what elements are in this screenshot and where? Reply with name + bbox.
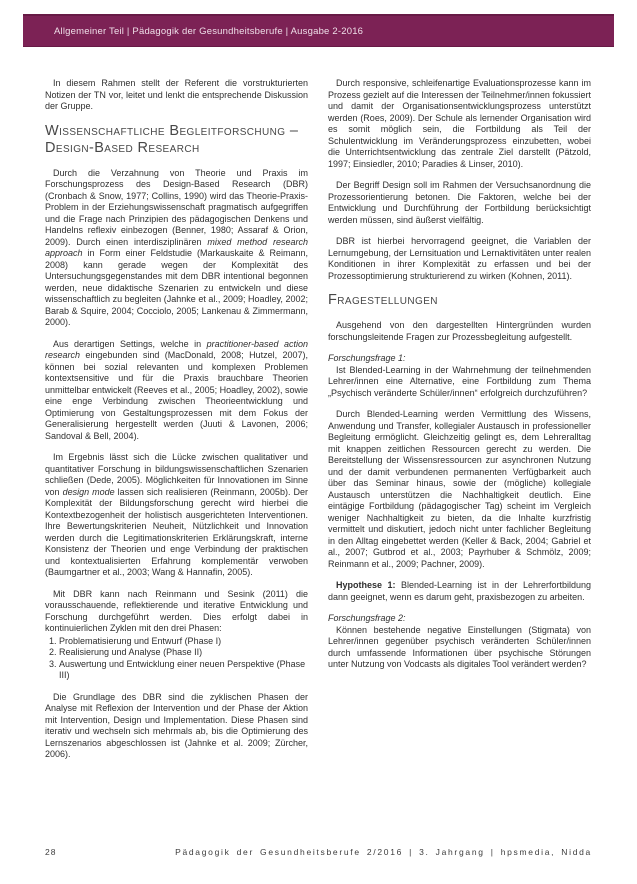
research-question-label: Forschungsfrage 2: bbox=[328, 613, 406, 623]
header-title: Allgemeiner Teil | Pädagogik der Gesundheitsberufe | Ausgabe 2-2016 bbox=[54, 25, 364, 37]
phase-list-item: 1. Problematisierung und Entwurf (Phase I) bbox=[59, 636, 308, 648]
paragraph: In diesem Rahmen stellt der Referent die vorstrukturierten Notizen der TN vor, leitet und lenkt die entsprechende Diskussion der Gruppe. bbox=[45, 78, 308, 111]
paragraph: Ist Blended-Learning in der Wahrnehmung der teilnehmenden Lehrer/innen eine Alternative, eine Fortbildung zum Thema „Psychisch veränderte Schüler/innen“ erfolgreich durchzuführen? bbox=[328, 364, 591, 398]
phase-list-item: 3. Auswertung und Entwicklung einer neuen Perspektive (Phase III) bbox=[59, 659, 308, 682]
paragraph: Der Begriff Design soll im Rahmen der Versuchsanordnung die Prozessorientierung betonen. Die Faktoren, welche bei der Entwicklung und Durchführung der Fortbildung berücksichtigt werden müssen, sind äußerst vielfältig. bbox=[328, 180, 591, 225]
page-number: 28 bbox=[45, 847, 57, 857]
paragraph: Hypothese 1: Blended-Learning ist in der Lehrerfortbildung dann geeignet, wenn es darum geht, praxisbezogen zu arbeiten. bbox=[328, 580, 591, 602]
section-heading: Fragestellungen bbox=[328, 292, 438, 308]
paragraph: Die Grundlage des DBR sind die zyklischen Phasen der Analyse mit Reflexion der Intervention und der Phase der Aktion mit Intervention, Design und Implementation. Diese Phasen sind iterativ und wechseln sich mehrmals ab, bis die Optimierung des Lernszenarios abgeschlossen ist (Jahnke et al. 2009; Zürcher, 2006). bbox=[45, 691, 308, 759]
paragraph: Ausgehend von den dargestellten Hintergründen wurden forschungsleitende Fragen zur Prozessbegleitung aufgestellt. bbox=[328, 320, 591, 342]
paragraph: Durch Blended-Learning werden Vermittlung des Wissens, Anwendung und Transfer, kollegialer Austausch in professioneller Begleitung ermöglicht. Gleichzeitig gelingt es, dem Lehreralltag mit knappen zeitlichen Ressourcen gerecht zu werden. Die Bereitstellung der Wissensressourcen zur asynchronen Nutzung und der damit verbundenen permanenten Verfügbarkeit auch über das Seminar hinaus, sowie der (mögliche) kollegiale Austausch unterstützen die Nachhaltigkeit deutlich. Eine eintägige Fortbildung (pädagogischer Tag) scheint im Vergleich weniger Nachhaltigkeit zu bieten, da die Inhalte kurzfristig vermittelt und diskutiert, jedoch nicht unter fachlicher Begleitung in den Alltag eingebettet werden (Keller & Back, 2004; Gabriel et al., 2007; Gutbrod et al., 2003; Payrhuber & Schmölz, 2009; Reinmann et al., 2009; Pachner, 2009). bbox=[328, 409, 591, 569]
paragraph: Durch die Verzahnung von Theorie und Praxis im Forschungsprozess des Design-Based Research (DBR) (Cronbach & Snow, 1977; Collins, 1990) wird das Theorie-Praxis-Problem in der Erziehungswissenschaft pragmatisch aufgegriffen und die Frage nach Prinzipien des pädagogischen Denkens und Handelns reflexiv einbezogen (Benner, 1980; Assaraf & Orion, 2009). Durch einen interdisziplinären mixed method research approach in Form einer Feldstudie (Markauskaite & Reimann, 2008) kann gerade wegen der Komplexität des Untersuchungsgegenstandes mit dem DBR intentional begonnen werden, neue didaktische Szenarien zu entwickeln und diese wissenschaftlich zu begleiten (Jahnke et al., 2009; Hoadley, 2002; Barab & Squire, 2004; Cocciolo, 2005; Lankenau & Zimmermann, 2000). bbox=[45, 167, 308, 327]
right-column bbox=[328, 78, 591, 771]
footer-journal-line: Pädagogik der Gesundheitsberufe 2/2016 | 3. Jahrgang | hpsmedia, Nidda bbox=[175, 847, 592, 857]
left-column bbox=[45, 78, 308, 771]
phase-list bbox=[45, 636, 308, 682]
paragraph: Können bestehende negative Einstellungen (Stigmata) von Lehrer/innen gegenüber psychisch veränderten Schüler/innen durch umfassende Informationen über psychische Störungen unter Nutzung von Vodcasts als digitales Tool verändert werden? bbox=[328, 624, 591, 669]
paragraph: Durch responsive, schleifenartige Evaluationsprozesse kann im Prozess gezielt auf die Interessen der Teilnehmer/innen fokussiert und damit der Organisationsentwicklungsprozess unterstützt werden (Roes, 2009). Der Schule als lernender Organisation wird es somit möglich sein, die Fortbildung als Teil der Schulentwicklung im Veränderungsprozess einzubetten, wobei die Unterrichtsentwicklung das zentrale Ziel darstellt (Pätzold, 1997; Einsiedler, 2010; Paradies & Linser, 2010). bbox=[328, 78, 591, 169]
section-heading: Wissenschaftliche Begleitforschung – Design-Based Research bbox=[45, 122, 299, 156]
research-question-label: Forschungsfrage 1: bbox=[328, 353, 406, 363]
phase-list-item: 2. Realisierung und Analyse (Phase II) bbox=[59, 647, 308, 659]
page-footer bbox=[45, 847, 592, 857]
header-bar bbox=[23, 14, 614, 47]
paragraph: DBR ist hierbei hervorragend geeignet, die Variablen der Lernumgebung, der Lernsituation und Lernaktivitäten unter realen Konditionen in ihrer Komplexität zu erfassen und bei der Prozessoptimierung strukturierend zu wirken (Kohnen, 2011). bbox=[328, 236, 591, 281]
page-body bbox=[45, 78, 592, 771]
paragraph: Aus derartigen Settings, welche in practitioner-based action research eingebunden sind (MacDonald, 2008; Hutzel, 2007), können bei sozial relevanten und komplexen Problemen kontextsensitive und für die Praxis brauchbare Theorien unmittelbar entwickelt (Reeves et al., 2005; Hoadley, 2002), sowie eine enge Verbindung zwischen Theorieentwicklung und Optimierung von Gestaltungsprozessen mit dem Fokus der Generalisierung hergestellt werden (Juuti & Lavonen, 2006; Sandoval & Bell, 2004). bbox=[45, 338, 308, 441]
paragraph: Mit DBR kann nach Reinmann und Sesink (2011) die vorausschauende, reflektierende und iterative Entwicklung und Forschung durchgeführt werden. Dies erfolgt dabei in kontinuierlichen Zyklen mit den drei Phasen: bbox=[45, 588, 308, 633]
paragraph: Im Ergebnis lässt sich die Lücke zwischen qualitativer und quantitativer Forschung in bildungswissenschaftlichen Szenarien schließen (Dede, 2005). Möglichkeiten für Innovationen im Sinne von design mode lassen sich realisieren (Reinmann, 2005b). Der Komplexität der Bildungsforschung gerecht wird hierbei die Kontextbezogenheit der holistisch ausgerichteten Interventionen. Ihre Bewertungskriterien Neuheit, Nützlichkeit und Innovation werden durch die Legitimationskriterien Erklärungskraft, interne Konsistenz der Theorien und enge Verbindung der praktischen und kontextualisierten Erfahrung komplementär verwoben (Baumgartner et al., 2003; Wang & Hannafin, 2005). bbox=[45, 452, 308, 577]
